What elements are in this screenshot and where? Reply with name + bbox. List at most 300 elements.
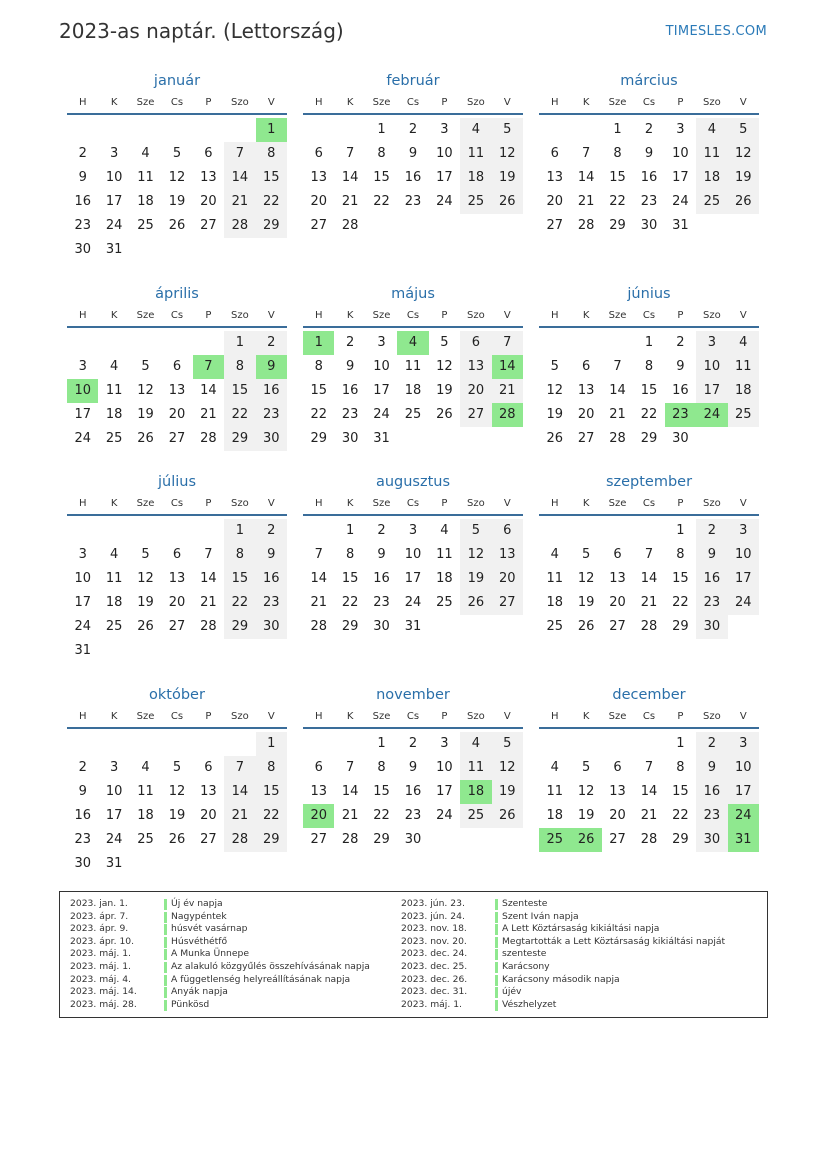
day-cell: 2	[78, 146, 87, 161]
legend-date: 2023. nov. 18.	[401, 923, 467, 935]
day-cell: 28	[609, 431, 626, 446]
day-cell: 21	[609, 407, 626, 422]
day-cell: 18	[404, 383, 422, 398]
day-cell: 29	[256, 214, 287, 238]
weekday-header: Sze	[372, 498, 391, 509]
day-cell: 8	[224, 543, 255, 567]
month-name: június	[627, 286, 671, 302]
day-cell: 3	[78, 547, 87, 562]
month-name: április	[155, 286, 199, 302]
day-cell: 3	[676, 122, 685, 137]
day-cell: 25	[105, 619, 123, 634]
holiday-day-cell: 26	[570, 828, 601, 852]
day-cell: 6	[613, 547, 622, 562]
day-cell: 27	[200, 218, 217, 233]
day-cell: 9	[256, 543, 287, 567]
day-cell: 23	[74, 832, 91, 847]
day-cell: 10	[728, 543, 759, 567]
day-cell: 18	[728, 379, 759, 403]
day-cell: 16	[696, 567, 727, 591]
day-cell: 26	[137, 431, 154, 446]
legend-holiday-name: Megtartották a Lett Köztársaság kikiáltási napját	[502, 935, 726, 947]
day-cell: 30	[74, 856, 91, 871]
day-cell: 4	[550, 547, 559, 562]
day-cell: 17	[74, 595, 91, 610]
day-cell: 25	[404, 407, 422, 422]
day-cell: 6	[581, 359, 591, 374]
day-cell: 23	[74, 218, 91, 233]
weekday-header: Szo	[466, 498, 485, 509]
day-cell: 14	[341, 784, 359, 799]
day-cell: 6	[314, 760, 323, 775]
day-cell: 7	[345, 146, 355, 161]
weekday-header: Szo	[230, 711, 249, 722]
weekday-header: P	[205, 498, 212, 509]
day-cell: 22	[640, 407, 658, 422]
day-cell: 29	[672, 619, 689, 634]
day-cell: 12	[546, 383, 563, 398]
day-cell: 25	[137, 218, 154, 233]
legend-date: 2023. máj. 28.	[70, 998, 137, 1010]
day-cell: 1	[377, 122, 386, 137]
day-cell: 4	[550, 760, 559, 775]
legend-color-marker	[495, 987, 498, 998]
day-cell: 30	[404, 832, 422, 847]
day-cell: 27	[200, 832, 217, 847]
day-cell: 8	[676, 547, 685, 562]
legend-holiday-name: Anyák napja	[171, 986, 228, 998]
weekday-header: K	[582, 310, 590, 321]
day-cell: 28	[200, 619, 217, 634]
day-cell: 15	[341, 571, 359, 586]
day-cell: 19	[460, 567, 491, 591]
day-cell: 24	[672, 194, 689, 209]
header-rule	[67, 326, 287, 328]
day-cell: 13	[577, 383, 595, 398]
day-cell: 9	[408, 760, 418, 775]
day-cell: 7	[613, 359, 622, 374]
weekday-header: V	[503, 498, 511, 509]
day-cell: 12	[577, 784, 595, 799]
weekday-header: Szo	[702, 97, 721, 108]
day-cell: 26	[137, 619, 154, 634]
day-cell: 30	[696, 828, 727, 852]
day-cell: 7	[492, 331, 523, 355]
day-cell: 7	[581, 146, 591, 161]
day-cell: 30	[256, 427, 287, 451]
day-cell: 12	[577, 571, 595, 586]
holiday-day-cell: 1	[256, 118, 287, 142]
day-cell: 11	[546, 571, 563, 586]
day-cell: 15	[640, 383, 658, 398]
day-cell: 6	[460, 331, 491, 355]
day-cell: 9	[78, 170, 87, 185]
legend-date: 2023. jún. 23.	[401, 898, 465, 909]
weekday-header: H	[314, 711, 323, 722]
day-cell: 24	[436, 194, 453, 209]
day-cell: 12	[492, 142, 523, 166]
legend-color-marker	[164, 1000, 167, 1011]
legend-date: 2023. dec. 24.	[401, 948, 468, 960]
day-cell: 13	[609, 784, 626, 799]
header-rule	[539, 727, 759, 729]
day-cell: 12	[168, 784, 186, 799]
day-cell: 18	[137, 194, 154, 209]
legend-color-marker	[164, 924, 167, 935]
day-cell: 29	[310, 431, 327, 446]
day-cell: 17	[672, 170, 689, 185]
day-cell: 26	[436, 407, 453, 422]
day-cell: 12	[168, 170, 186, 185]
day-cell: 11	[137, 784, 154, 799]
weekday-header: K	[110, 498, 118, 509]
weekday-header: K	[346, 498, 354, 509]
weekday-header: P	[205, 711, 212, 722]
day-cell: 5	[440, 335, 449, 350]
day-cell: 3	[728, 732, 759, 756]
weekday-header: Sze	[608, 97, 627, 108]
day-cell: 1	[613, 122, 622, 137]
day-cell: 16	[640, 170, 658, 185]
day-cell: 18	[696, 166, 727, 190]
legend-holiday-name: A Munka Ünnepe	[171, 948, 249, 960]
day-cell: 14	[640, 784, 658, 799]
day-cell: 26	[492, 190, 523, 214]
day-cell: 28	[341, 832, 359, 847]
day-cell: 19	[137, 595, 154, 610]
day-cell: 10	[728, 756, 759, 780]
weekday-header: H	[314, 97, 323, 108]
weekday-header: Cs	[406, 711, 420, 722]
day-cell: 9	[78, 784, 87, 799]
day-cell: 1	[676, 736, 685, 751]
day-cell: 30	[640, 218, 658, 233]
day-cell: 30	[696, 615, 727, 639]
holiday-day-cell: 20	[303, 804, 334, 828]
weekday-header: Cs	[406, 310, 420, 321]
holiday-day-cell: 7	[193, 355, 224, 379]
weekday-header: H	[314, 498, 323, 509]
day-cell: 10	[436, 760, 453, 775]
day-cell: 8	[377, 146, 386, 161]
weekday-header: Sze	[608, 498, 627, 509]
holiday-day-cell: 18	[460, 780, 491, 804]
day-cell: 3	[696, 331, 727, 355]
legend-holiday-name: újév	[502, 986, 522, 998]
day-cell: 1	[644, 335, 654, 350]
day-cell: 31	[373, 431, 390, 446]
holiday-day-cell: 10	[67, 379, 98, 403]
day-cell: 24	[74, 619, 91, 634]
weekday-header: V	[739, 97, 747, 108]
brand-logo-text[interactable]: TIMESLES.COM	[665, 24, 767, 39]
legend-holiday-name: A Lett Köztársaság kikiáltási napja	[502, 923, 660, 935]
day-cell: 18	[546, 595, 563, 610]
day-cell: 30	[341, 431, 359, 446]
day-cell: 20	[168, 595, 186, 610]
day-cell: 2	[696, 519, 727, 543]
day-cell: 25	[105, 431, 123, 446]
day-cell: 3	[109, 760, 119, 775]
day-cell: 3	[408, 523, 418, 538]
weekday-header: V	[267, 97, 275, 108]
day-cell: 12	[436, 359, 453, 374]
legend-holiday-name: Karácsony	[502, 961, 550, 972]
weekday-header: K	[110, 97, 118, 108]
day-cell: 28	[341, 218, 359, 233]
day-cell: 14	[640, 571, 658, 586]
day-cell: 29	[224, 427, 255, 451]
weekday-header: Cs	[642, 310, 656, 321]
legend-date: 2023. máj. 4.	[70, 973, 131, 985]
legend-date: 2023. máj. 14.	[70, 986, 137, 998]
day-cell: 16	[373, 571, 390, 586]
day-cell: 1	[224, 331, 255, 355]
legend-holiday-name: szenteste	[502, 948, 547, 960]
day-cell: 21	[200, 407, 217, 422]
day-cell: 4	[696, 118, 727, 142]
day-cell: 8	[314, 359, 323, 374]
day-cell: 30	[672, 431, 689, 446]
day-cell: 5	[492, 732, 523, 756]
legend-color-marker	[495, 949, 498, 960]
day-cell: 22	[310, 407, 327, 422]
holiday-day-cell: 24	[696, 403, 727, 427]
day-cell: 9	[644, 146, 654, 161]
day-cell: 4	[141, 146, 150, 161]
day-cell: 27	[492, 591, 523, 615]
day-cell: 25	[728, 403, 759, 427]
legend-date: 2023. jan. 1.	[70, 898, 128, 909]
day-cell: 5	[492, 118, 523, 142]
day-cell: 8	[256, 142, 287, 166]
page-title: 2023-as naptár. (Lettország)	[59, 19, 344, 43]
weekday-header: K	[346, 711, 354, 722]
day-cell: 6	[172, 359, 182, 374]
weekday-header: H	[78, 310, 87, 321]
day-cell: 4	[109, 359, 119, 374]
day-cell: 15	[609, 170, 626, 185]
day-cell: 8	[256, 756, 287, 780]
day-cell: 25	[436, 595, 453, 610]
day-cell: 2	[408, 736, 418, 751]
day-cell: 16	[404, 784, 422, 799]
weekday-header: Cs	[170, 711, 184, 722]
weekday-header: H	[314, 310, 323, 321]
header-rule	[67, 113, 287, 115]
weekday-header: V	[267, 498, 275, 509]
day-cell: 29	[341, 619, 359, 634]
legend-date: 2023. nov. 20.	[401, 935, 467, 947]
day-cell: 22	[373, 808, 390, 823]
weekday-header: Szo	[466, 97, 485, 108]
day-cell: 5	[581, 760, 591, 775]
weekday-header: K	[110, 310, 118, 321]
day-cell: 23	[404, 808, 422, 823]
month-name: május	[391, 286, 435, 302]
weekday-header: V	[503, 310, 511, 321]
day-cell: 25	[546, 619, 563, 634]
day-cell: 28	[640, 619, 658, 634]
legend-date: 2023. jún. 24.	[401, 910, 465, 922]
day-cell: 27	[310, 832, 327, 847]
weekday-header: Sze	[136, 310, 155, 321]
day-cell: 14	[224, 166, 255, 190]
day-cell: 4	[141, 760, 150, 775]
weekday-header: Szo	[702, 711, 721, 722]
day-cell: 18	[105, 407, 123, 422]
holiday-day-cell: 24	[728, 804, 759, 828]
weekday-header: Szo	[230, 310, 249, 321]
day-cell: 1	[345, 523, 355, 538]
day-cell: 19	[168, 808, 186, 823]
day-cell: 29	[256, 828, 287, 852]
day-cell: 31	[74, 643, 91, 658]
weekday-header: V	[739, 711, 747, 722]
header-rule	[303, 727, 523, 729]
legend-date: 2023. ápr. 10.	[70, 935, 135, 947]
weekday-header: V	[739, 310, 747, 321]
day-cell: 11	[696, 142, 727, 166]
weekday-header: H	[550, 97, 559, 108]
day-cell: 31	[672, 218, 689, 233]
day-cell: 2	[345, 335, 355, 350]
day-cell: 30	[74, 242, 91, 257]
day-cell: 23	[373, 595, 390, 610]
holiday-day-cell: 4	[397, 331, 428, 355]
weekday-header: Szo	[230, 97, 249, 108]
legend-holiday-name: Nagypéntek	[171, 910, 227, 922]
day-cell: 9	[676, 359, 685, 374]
day-cell: 6	[314, 146, 323, 161]
weekday-header: P	[677, 310, 684, 321]
weekday-header: Sze	[608, 310, 627, 321]
weekday-header: H	[78, 97, 87, 108]
legend-holiday-name: Vészhelyzet	[502, 998, 557, 1010]
weekday-header: P	[205, 97, 212, 108]
day-cell: 31	[105, 856, 123, 871]
day-cell: 6	[204, 146, 213, 161]
day-cell: 8	[345, 547, 355, 562]
weekday-header: H	[550, 310, 559, 321]
day-cell: 21	[577, 194, 595, 209]
day-cell: 27	[609, 832, 626, 847]
day-cell: 17	[728, 780, 759, 804]
day-cell: 24	[105, 832, 123, 847]
holiday-day-cell: 23	[665, 403, 696, 427]
day-cell: 6	[172, 547, 182, 562]
day-cell: 22	[341, 595, 359, 610]
day-cell: 3	[109, 146, 119, 161]
month-name: augusztus	[375, 474, 451, 490]
weekday-header: Sze	[136, 97, 155, 108]
day-cell: 6	[492, 519, 523, 543]
day-cell: 17	[74, 407, 91, 422]
day-cell: 26	[728, 190, 759, 214]
day-cell: 17	[105, 808, 123, 823]
day-cell: 5	[460, 519, 491, 543]
day-cell: 7	[345, 760, 355, 775]
day-cell: 20	[609, 808, 626, 823]
day-cell: 12	[460, 543, 491, 567]
day-cell: 20	[310, 194, 327, 209]
day-cell: 10	[74, 571, 91, 586]
header-rule	[539, 514, 759, 516]
day-cell: 15	[373, 170, 390, 185]
day-cell: 16	[74, 194, 91, 209]
header-rule	[539, 326, 759, 328]
day-cell: 4	[460, 732, 491, 756]
day-cell: 17	[436, 170, 453, 185]
weekday-header: Szo	[466, 310, 485, 321]
day-cell: 29	[609, 218, 626, 233]
weekday-header: Cs	[642, 97, 656, 108]
day-cell: 16	[256, 567, 287, 591]
weekday-header: Cs	[406, 498, 420, 509]
weekday-header: P	[677, 498, 684, 509]
weekday-header: H	[550, 711, 559, 722]
month-name: október	[149, 687, 205, 703]
day-cell: 15	[310, 383, 327, 398]
day-cell: 23	[696, 804, 727, 828]
day-cell: 5	[141, 547, 150, 562]
day-cell: 2	[644, 122, 654, 137]
day-cell: 12	[492, 756, 523, 780]
day-cell: 8	[676, 760, 685, 775]
day-cell: 25	[696, 190, 727, 214]
day-cell: 24	[404, 595, 422, 610]
month-name: szeptember	[605, 474, 693, 490]
legend-holiday-name: Karácsony második napja	[502, 973, 620, 985]
legend-color-marker	[495, 975, 498, 986]
header-rule	[303, 514, 523, 516]
day-cell: 7	[314, 547, 323, 562]
day-cell: 10	[105, 170, 123, 185]
day-cell: 14	[224, 780, 255, 804]
day-cell: 20	[609, 595, 626, 610]
day-cell: 1	[676, 523, 685, 538]
day-cell: 13	[609, 571, 626, 586]
day-cell: 23	[640, 194, 658, 209]
day-cell: 13	[200, 784, 217, 799]
weekday-header: Sze	[372, 711, 391, 722]
day-cell: 11	[105, 571, 123, 586]
day-cell: 7	[644, 547, 654, 562]
day-cell: 26	[168, 832, 186, 847]
header-rule	[67, 727, 287, 729]
weekday-header: P	[441, 711, 448, 722]
day-cell: 19	[137, 407, 154, 422]
day-cell: 18	[105, 595, 123, 610]
day-cell: 3	[78, 359, 87, 374]
day-cell: 2	[377, 523, 386, 538]
weekday-header: Sze	[136, 711, 155, 722]
day-cell: 4	[440, 523, 449, 538]
weekday-header: Szo	[466, 711, 485, 722]
day-cell: 21	[200, 595, 217, 610]
day-cell: 2	[408, 122, 418, 137]
day-cell: 27	[168, 431, 186, 446]
day-cell: 8	[644, 359, 654, 374]
weekday-header: Sze	[372, 97, 391, 108]
day-cell: 8	[377, 760, 386, 775]
day-cell: 25	[460, 190, 491, 214]
weekday-header: K	[110, 711, 118, 722]
day-cell: 24	[436, 808, 453, 823]
day-cell: 5	[728, 118, 759, 142]
day-cell: 29	[224, 615, 255, 639]
day-cell: 12	[728, 142, 759, 166]
